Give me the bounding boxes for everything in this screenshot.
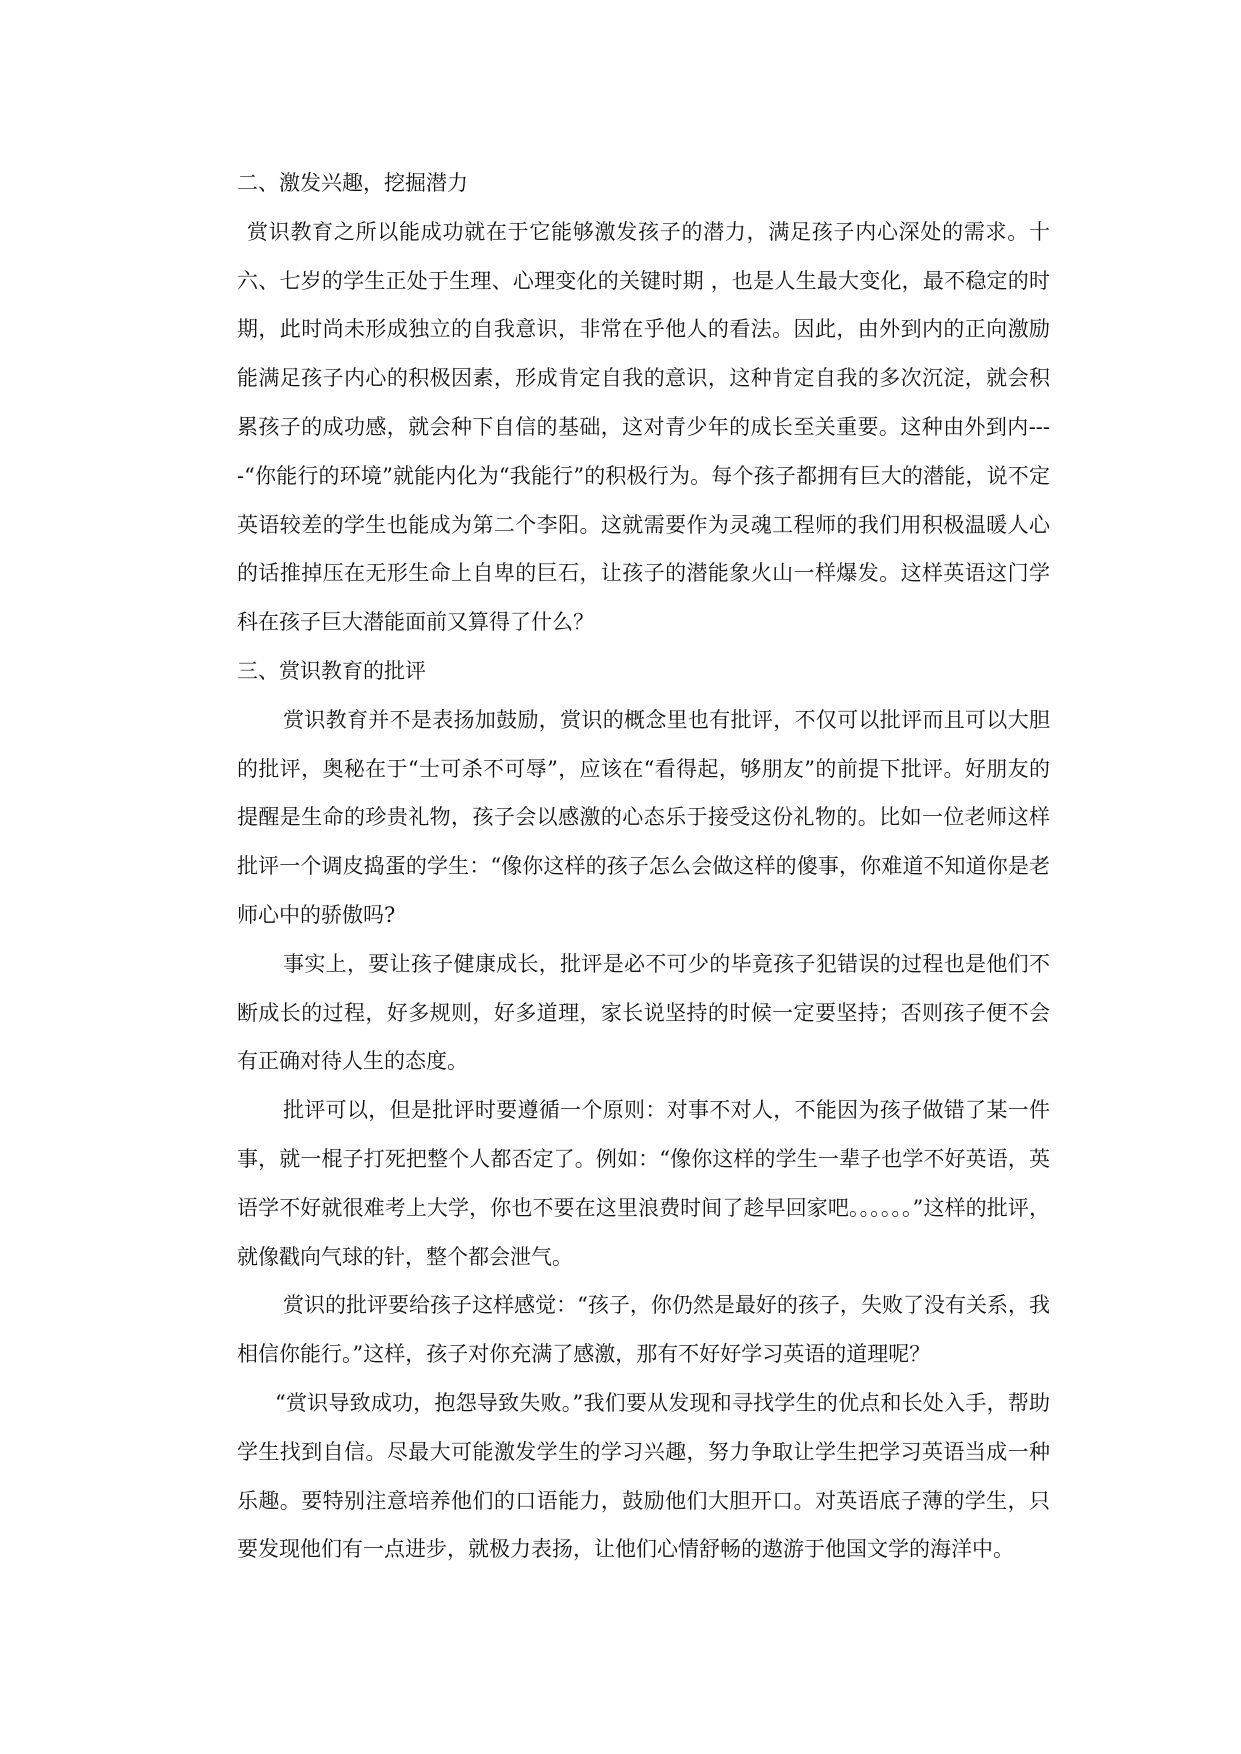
section-heading-2: 二、激发兴趣，挖掘潜力 [237, 171, 468, 195]
paragraph-appreciative-criticism: 赏识的批评要给孩子这样感觉：“孩子，你仍然是最好的孩子，失败了没有关系，我相信你能行。”这样，孩子对你充满了感激，那有不好好学习英语的道理呢？ [237, 1293, 1050, 1367]
paragraph-criticism-principle: 批评可以，但是批评时要遵循一个原则：对事不对人，不能因为孩子做错了某一件事，就一棍子打死把整个人都否定了。例如：“像你这样的学生一辈子也学不好英语，英语学不好就很难考上大学，你也不要在这里浪费时间了趁早回家吧。。。。。。”这样的批评，就像戳向气球的针，整个都会泄气。 [237, 1098, 1050, 1269]
document-body [237, 159, 1050, 1574]
paragraph-criticism-necessity: 事实上，要让孩子健康成长，批评是必不可少的毕竟孩子犯错误的过程也是他们不断成长的过程，好多规则，好多道理，家长说坚持的时候一定要坚持；否则孩子便不会有正确对待人生的态度。 [237, 951, 1050, 1074]
paragraph-conclusion: “赏识导致成功，抱怨导致失败。”我们要从发现和寻找学生的优点和长处入手，帮助学生找到自信。尽最大可能激发学生的学习兴趣，努力争取让学生把学习英语当成一种乐趣。要特别注意培养他们的口语能力，鼓励他们大胆开口。对英语底子薄的学生，只要发现他们有一点进步，就极力表扬，让他们心情舒畅的遨游于他国文学的海洋中。 [237, 1390, 1050, 1562]
paragraph-criticism-intro: 赏识教育并不是表扬加鼓励，赏识的概念里也有批评，不仅可以批评而且可以大胆的批评，奥秘在于“士可杀不可辱”，应该在“看得起，够朋友”的前提下批评。好朋友的提醒是生命的珍贵礼物，孩子会以感激的心态乐于接受这份礼物的。比如一位老师这样批评一个调皮捣蛋的学生：“像你这样的孩子怎么会做这样的傻事，你难道不知道你是老师心中的骄傲吗? [237, 707, 1050, 927]
section-heading-3: 三、赏识教育的批评 [237, 658, 426, 683]
paragraph-potential: 赏识教育之所以能成功就在于它能够激发孩子的潜力，满足孩子内心深处的需求。十六、七岁的学生正处于生理、心理变化的关键时期 ，也是人生最大变化，最不稳定的时期，此时尚未形成独立的自我意识，非常在乎他人的看法。因此，由外到内的正向激励能满足孩子内心的积极因素，形成肯定自我的意识，这种肯定自我的多次沉淀，就会积累孩子的成功感，就会种下自信的基础，这对青少年的成长至关重要。这种由外到内----“你能行的环境”就能内化为“我能行”的积极行为。每个孩子都拥有巨大的潜能，说不定英语较差的学生也能成为第二个李阳。这就需要作为灵魂工程师的我们用积极温暖人心的话推掉压在无形生命上自卑的巨石，让孩子的潜能象火山一样爆发。这样英语这门学科在孩子巨大潜能面前又算得了什么？ [237, 219, 1050, 635]
